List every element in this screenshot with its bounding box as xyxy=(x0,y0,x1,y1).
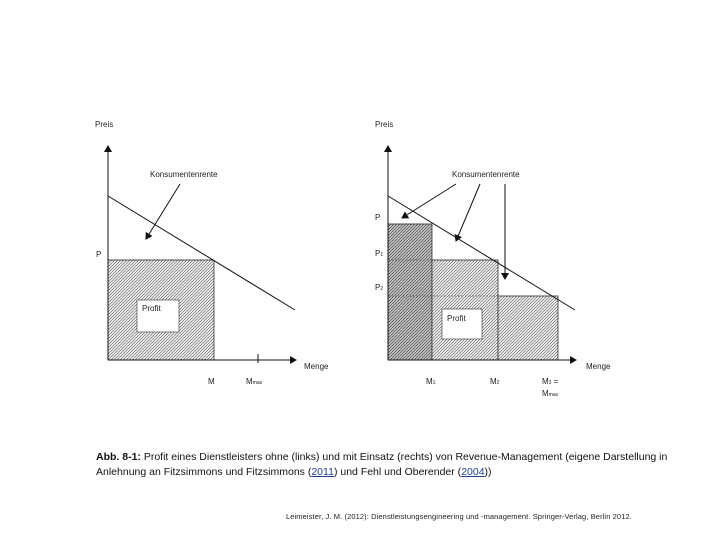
right-tick-m1: M1 xyxy=(426,377,436,386)
right-price-p: P xyxy=(375,213,381,222)
right-price-p1: P1 xyxy=(375,249,384,258)
left-diagram xyxy=(95,120,329,386)
right-price-p2: P2 xyxy=(375,283,384,292)
caption-ref-2011[interactable]: 2011 xyxy=(311,466,334,478)
caption-heading: Abb. 8-1: xyxy=(96,451,141,463)
left-callout-arrow xyxy=(146,184,180,239)
right-callout-arrow-1 xyxy=(402,184,456,218)
right-area-step-1 xyxy=(388,224,432,360)
right-callout-label: Konsumentenrente xyxy=(452,170,520,179)
left-tick-mmax: Mmax xyxy=(246,377,263,386)
figure-caption xyxy=(96,450,696,480)
right-tick-mmax: Mmax xyxy=(542,389,559,398)
left-x-axis-label: Menge xyxy=(304,362,329,371)
caption-text-middle: ) und Fehl und Oberender ( xyxy=(333,466,462,478)
left-y-axis-label: Preis xyxy=(95,120,114,129)
left-tick-m: M xyxy=(208,377,215,386)
right-callout-arrow-2 xyxy=(456,184,480,241)
right-tick-m3: M3 = xyxy=(542,377,559,386)
right-diagram xyxy=(375,120,611,398)
right-y-axis-label: Preis xyxy=(375,120,394,129)
caption-text-after: )) xyxy=(484,466,492,478)
caption-text-before: Profit eines Dienstleisters ohne (links) und mit Einsatz (rechts) von Revenue-Management (eigene Darstellung in Anlehnung an Fitzsimmons und Fitzsimmons ( xyxy=(96,451,668,478)
right-profit-label: Profit xyxy=(447,314,466,323)
source-citation: Leimeister, J. M. (2012): Dienstleistungsengineering und -management. Springer-Verlag, Berlin 2012. xyxy=(286,512,632,521)
left-price-label: P xyxy=(96,250,102,259)
right-area-step-3 xyxy=(498,296,558,360)
right-tick-m2: M2 xyxy=(490,377,500,386)
left-callout-label: Konsumentenrente xyxy=(150,170,218,179)
left-profit-label: Profit xyxy=(142,304,161,313)
caption-ref-2004[interactable]: 2004 xyxy=(461,466,485,478)
right-x-axis-label: Menge xyxy=(586,362,611,371)
